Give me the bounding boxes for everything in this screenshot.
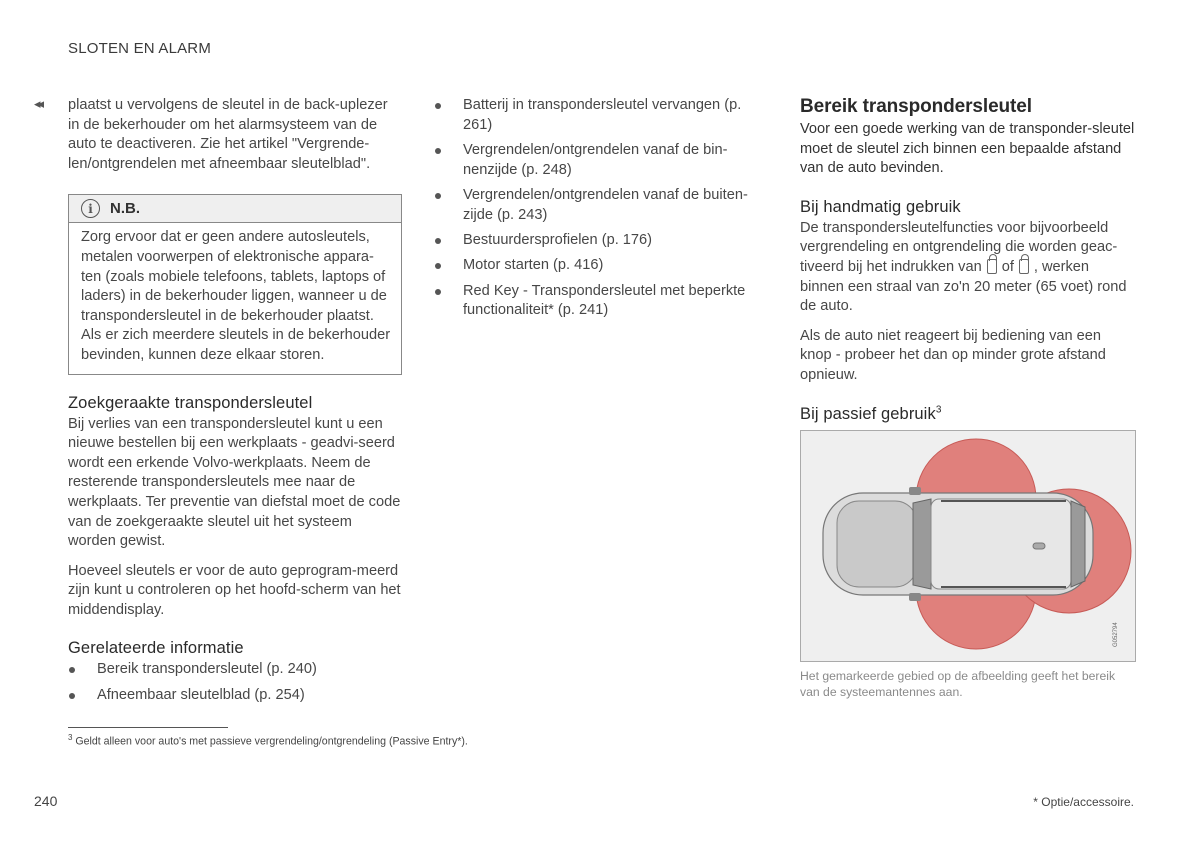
bullet-icon: [435, 238, 441, 244]
list-item[interactable]: Afneembaar sleutelblad (p. 254): [68, 686, 402, 706]
list-item[interactable]: Vergrendelen/ontgrendelen vanaf de buiten-zijde (p. 243): [434, 186, 770, 225]
bullet-icon: [435, 263, 441, 269]
column-middle: [434, 96, 770, 327]
column-right: [800, 96, 1136, 700]
column-left: [34, 96, 402, 711]
note-title: N.B.: [110, 200, 140, 218]
page-number: 240: [34, 793, 58, 809]
car-range-illustration: [801, 431, 1136, 662]
section-title: Bereik transpondersleutel: [800, 96, 1032, 117]
list-item[interactable]: Vergrendelen/ontgrendelen vanaf de bin-nenzijde (p. 248): [434, 141, 770, 180]
note-header: [69, 195, 401, 223]
list-item[interactable]: Red Key - Transpondersleutel met beperkte functionaliteit* (p. 241): [434, 282, 770, 321]
info-icon: i: [81, 199, 100, 218]
figure-caption: Het gemarkeerde gebied op de afbeelding geeft het bereik van de systeemantennes aan.: [800, 668, 1116, 699]
car-top-view: [823, 487, 1093, 601]
bullet-icon: [435, 289, 441, 295]
optional-accessory-note: * Optie/accessoire.: [1033, 795, 1134, 809]
continued-paragraph: [34, 96, 402, 174]
passive-use-heading: Bij passief gebruik$^3$: [800, 404, 942, 423]
bullet-icon: [69, 693, 75, 699]
related-info-heading: Gerelateerde informatie: [68, 639, 244, 658]
note-body: [69, 223, 401, 373]
page-header: SLOTEN EN ALARM: [68, 40, 212, 57]
bullet-icon: [69, 667, 75, 673]
list-item[interactable]: Bereik transpondersleutel (p. 240): [68, 660, 402, 680]
lost-key-heading: Zoekgeraakte transpondersleutel: [68, 393, 313, 412]
lost-key-paragraph-2: Hoeveel sleutels er voor de auto geprogram-meerd zijn kunt u controleren op het hoofd-scherm van het middendisplay.: [68, 562, 401, 618]
unlock-button-icon: [1019, 259, 1029, 274]
antenna-range-figure: [800, 430, 1136, 662]
section-intro: Voor een goede werking van de transponder-sleutel moet de sleutel zich binnen een bepaalde afstand van de auto bevinden.: [800, 121, 1135, 177]
note-box: [68, 194, 402, 374]
bullet-icon: [435, 103, 441, 109]
bullet-icon: [435, 148, 441, 154]
lock-button-icon: [987, 259, 997, 274]
continued-from-previous-icon: ◂◂: [34, 96, 42, 111]
lost-key-paragraph-1: Bij verlies van een transpondersleutel kunt u een nieuwe bestellen bij een werkplaats - geadvi-seerd wordt een erkende Volvo-werkplaats. Neem de resterende transpondersleutels mee naar de werkplaats. Ter preventie van diefstal moet de code van de zoekgeraakte sleutel uit het systeem worden gewist.: [68, 415, 401, 550]
intro-text: plaatst u vervolgens de sleutel in de back-uplezer in de bekerhouder om het alarmsysteem van de auto te deactiveren. Zie het artikel "Vergrende-len/ontgrendelen met afneembaar sleutelblad".: [68, 97, 388, 172]
related-links-list: [434, 96, 770, 321]
manual-use-paragraph-2: Als de auto niet reageert bij bediening van een knop - probeer het dan op minder grote afstand opnieuw.: [800, 327, 1106, 383]
figure-code: G052794: [1113, 621, 1119, 647]
footnote-divider: [68, 727, 228, 728]
manual-use-heading: Bij handmatig gebruik: [800, 197, 961, 216]
note-text: Zorg ervoor dat er geen andere autosleutels, metalen voorwerpen of elektronische appara-ten (zoals mobiele telefoons, tablets, laptops of laders) in de bekerhouder liggen, wanneer u de transpondersleutel in de bekerhouder plaatst. Als er zich meerdere sleutels in de bekerhouder bevinden, kunnen deze elkaar storen.: [81, 229, 391, 363]
manual-use-paragraph-1: De transpondersleutelfuncties voor bijvoorbeeld vergrendeling en ontgrendeling die worden geac-tiveerd bij het indrukken van of , werken binnen een straal van zo'n 20 meter (65 voet) rond de auto.: [800, 219, 1127, 315]
list-item[interactable]: Bestuurdersprofielen (p. 176): [434, 231, 770, 251]
list-item[interactable]: Batterij in transpondersleutel vervangen (p. 261): [434, 96, 770, 135]
related-info-list: [68, 660, 402, 705]
footnote: $^3$ Geldt alleen voor auto's met passieve vergrendeling/ontgrendeling (Passive Entry*).: [68, 733, 468, 748]
bullet-icon: [435, 193, 441, 199]
list-item[interactable]: Motor starten (p. 416): [434, 256, 770, 276]
